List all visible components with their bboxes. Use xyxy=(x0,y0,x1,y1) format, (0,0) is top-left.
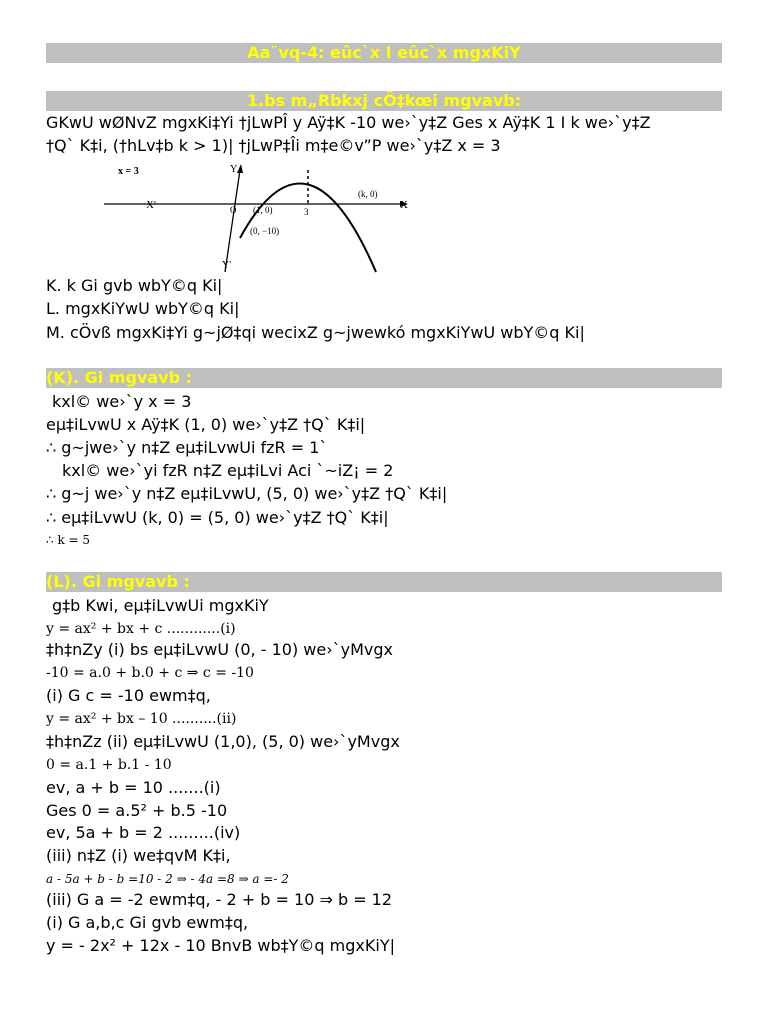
question-m: M. cÖvß mgxKi‡Yi g~jØ‡qi wecixZ g~jwewkó mgxKiYwU wbY©q Ki| xyxy=(46,323,585,342)
graph-label-x3: x = 3 xyxy=(118,166,139,177)
chapter-title-bar xyxy=(46,43,722,63)
solution-l-line: ev, a + b = 10 .......(i) xyxy=(46,778,221,797)
parabola-graph xyxy=(90,156,430,274)
solution-k-line: eµ‡iLvwU x Aÿ‡K (1, 0) we›`y‡Z †Q` K‡i| xyxy=(46,415,366,434)
section-heading: 1.bs m„Rbkxj cÖ‡kœi mgvavb: xyxy=(246,91,522,110)
solution-l-line: ‡h‡nZy (i) bs eµ‡iLvwU (0, - 10) we›`yMvgx xyxy=(46,640,393,659)
section-heading-bar xyxy=(46,91,722,111)
graph-label-y: Y xyxy=(230,164,238,175)
graph-label-point-1-0: (1, 0) xyxy=(253,205,273,215)
solution-l-line: y = - 2x² + 12x - 10 BnvB wb‡Y©q mgxKiY| xyxy=(46,936,395,955)
question-stem-line-1: GKwU wØNvZ mgxKi‡Yi †jLwPÎ y Aÿ‡K -10 we›`y‡Z Ges x Aÿ‡K 1 I k we›`y‡Z xyxy=(46,113,651,132)
solution-l-line: 0 = a.1 + b.1 - 10 xyxy=(46,757,172,773)
solution-l-line: (i) G c = -10 ewm‡q, xyxy=(46,686,211,705)
graph-label-x: X xyxy=(400,199,408,211)
solution-k-line: ∴ g~jwe›`y n‡Z eµ‡iLvwUi fzR = 1` xyxy=(46,438,328,457)
question-l: L. mgxKiYwU wbY©q Ki| xyxy=(46,299,240,318)
solution-k-heading: (K). Gi mgvavb : xyxy=(46,368,193,387)
solution-k-line: ∴ k = 5 xyxy=(46,533,91,547)
solution-l-heading: (L). Gi mgvavb : xyxy=(46,572,190,591)
solution-l-line: (i) G a,b,c Gi gvb ewm‡q, xyxy=(46,913,249,932)
y-axis xyxy=(225,170,240,272)
graph-label-vertex-3: 3 xyxy=(304,207,309,217)
solution-k-line: kxl© we›`yi fzR n‡Z eµ‡iLvi Aci `~iZ¡ = 2 xyxy=(62,461,394,480)
solution-l-line: y = ax² + bx + c ............(i) xyxy=(46,621,236,637)
solution-l-line: (iii) G a = -2 ewm‡q, - 2 + b = 10 ⇒ b = 12 xyxy=(46,890,393,909)
solution-l-line: (iii) n‡Z (i) we‡qvM K‡i, xyxy=(46,846,231,865)
question-k: K. k Gi gvb wbY©q Ki| xyxy=(46,276,223,295)
solution-k-line: kxl© we›`y x = 3 xyxy=(52,392,192,411)
solution-l-line: a - 5a + b - b =10 - 2 ⇒ - 4a =8 ⇒ a =- 2 xyxy=(46,872,289,886)
solution-k-line: ∴ g~j we›`y n‡Z eµ‡iLvwU, (5, 0) we›`y‡Z †Q` K‡i| xyxy=(46,484,448,503)
solution-l-line: -10 = a.0 + b.0 + c ⇒ c = -10 xyxy=(46,665,254,681)
solution-l-line: y = ax² + bx – 10 ..........(ii) xyxy=(46,711,237,727)
chapter-title: Aa¨vq-4: eûc`x I eûc`x mgxKiY xyxy=(247,43,521,62)
solution-l-heading-bar xyxy=(46,572,722,592)
solution-l-line: Ges 0 = a.5² + b.5 -10 xyxy=(46,801,228,820)
solution-l-line: ev, 5a + b = 2 .........(iv) xyxy=(46,823,241,842)
solution-k-heading-bar xyxy=(46,368,722,388)
graph-label-point-0-m10: (0, −10) xyxy=(250,226,280,236)
solution-l-line: ‡h‡nZz (ii) eµ‡iLvwU (1,0), (5, 0) we›`yMvgx xyxy=(46,732,400,751)
y-axis-arrow xyxy=(237,164,243,173)
solution-k-line: ∴ eµ‡iLvwU (k, 0) = (5, 0) we›`y‡Z †Q` K‡i| xyxy=(46,508,389,527)
question-stem-line-2: †Q` K‡i, (†hLv‡b k > 1)| †jLwP‡Îi m‡e©v”P we›`y‡Z x = 3 xyxy=(46,136,501,155)
graph-label-point-k-0: (k, 0) xyxy=(358,189,378,199)
graph-label-xprime: X' xyxy=(146,199,156,211)
graph-label-origin: O xyxy=(230,205,237,215)
graph-label-yprime: Y' xyxy=(222,260,232,271)
solution-l-line: g‡b Kwi, eµ‡iLvwUi mgxKiY xyxy=(52,596,269,615)
